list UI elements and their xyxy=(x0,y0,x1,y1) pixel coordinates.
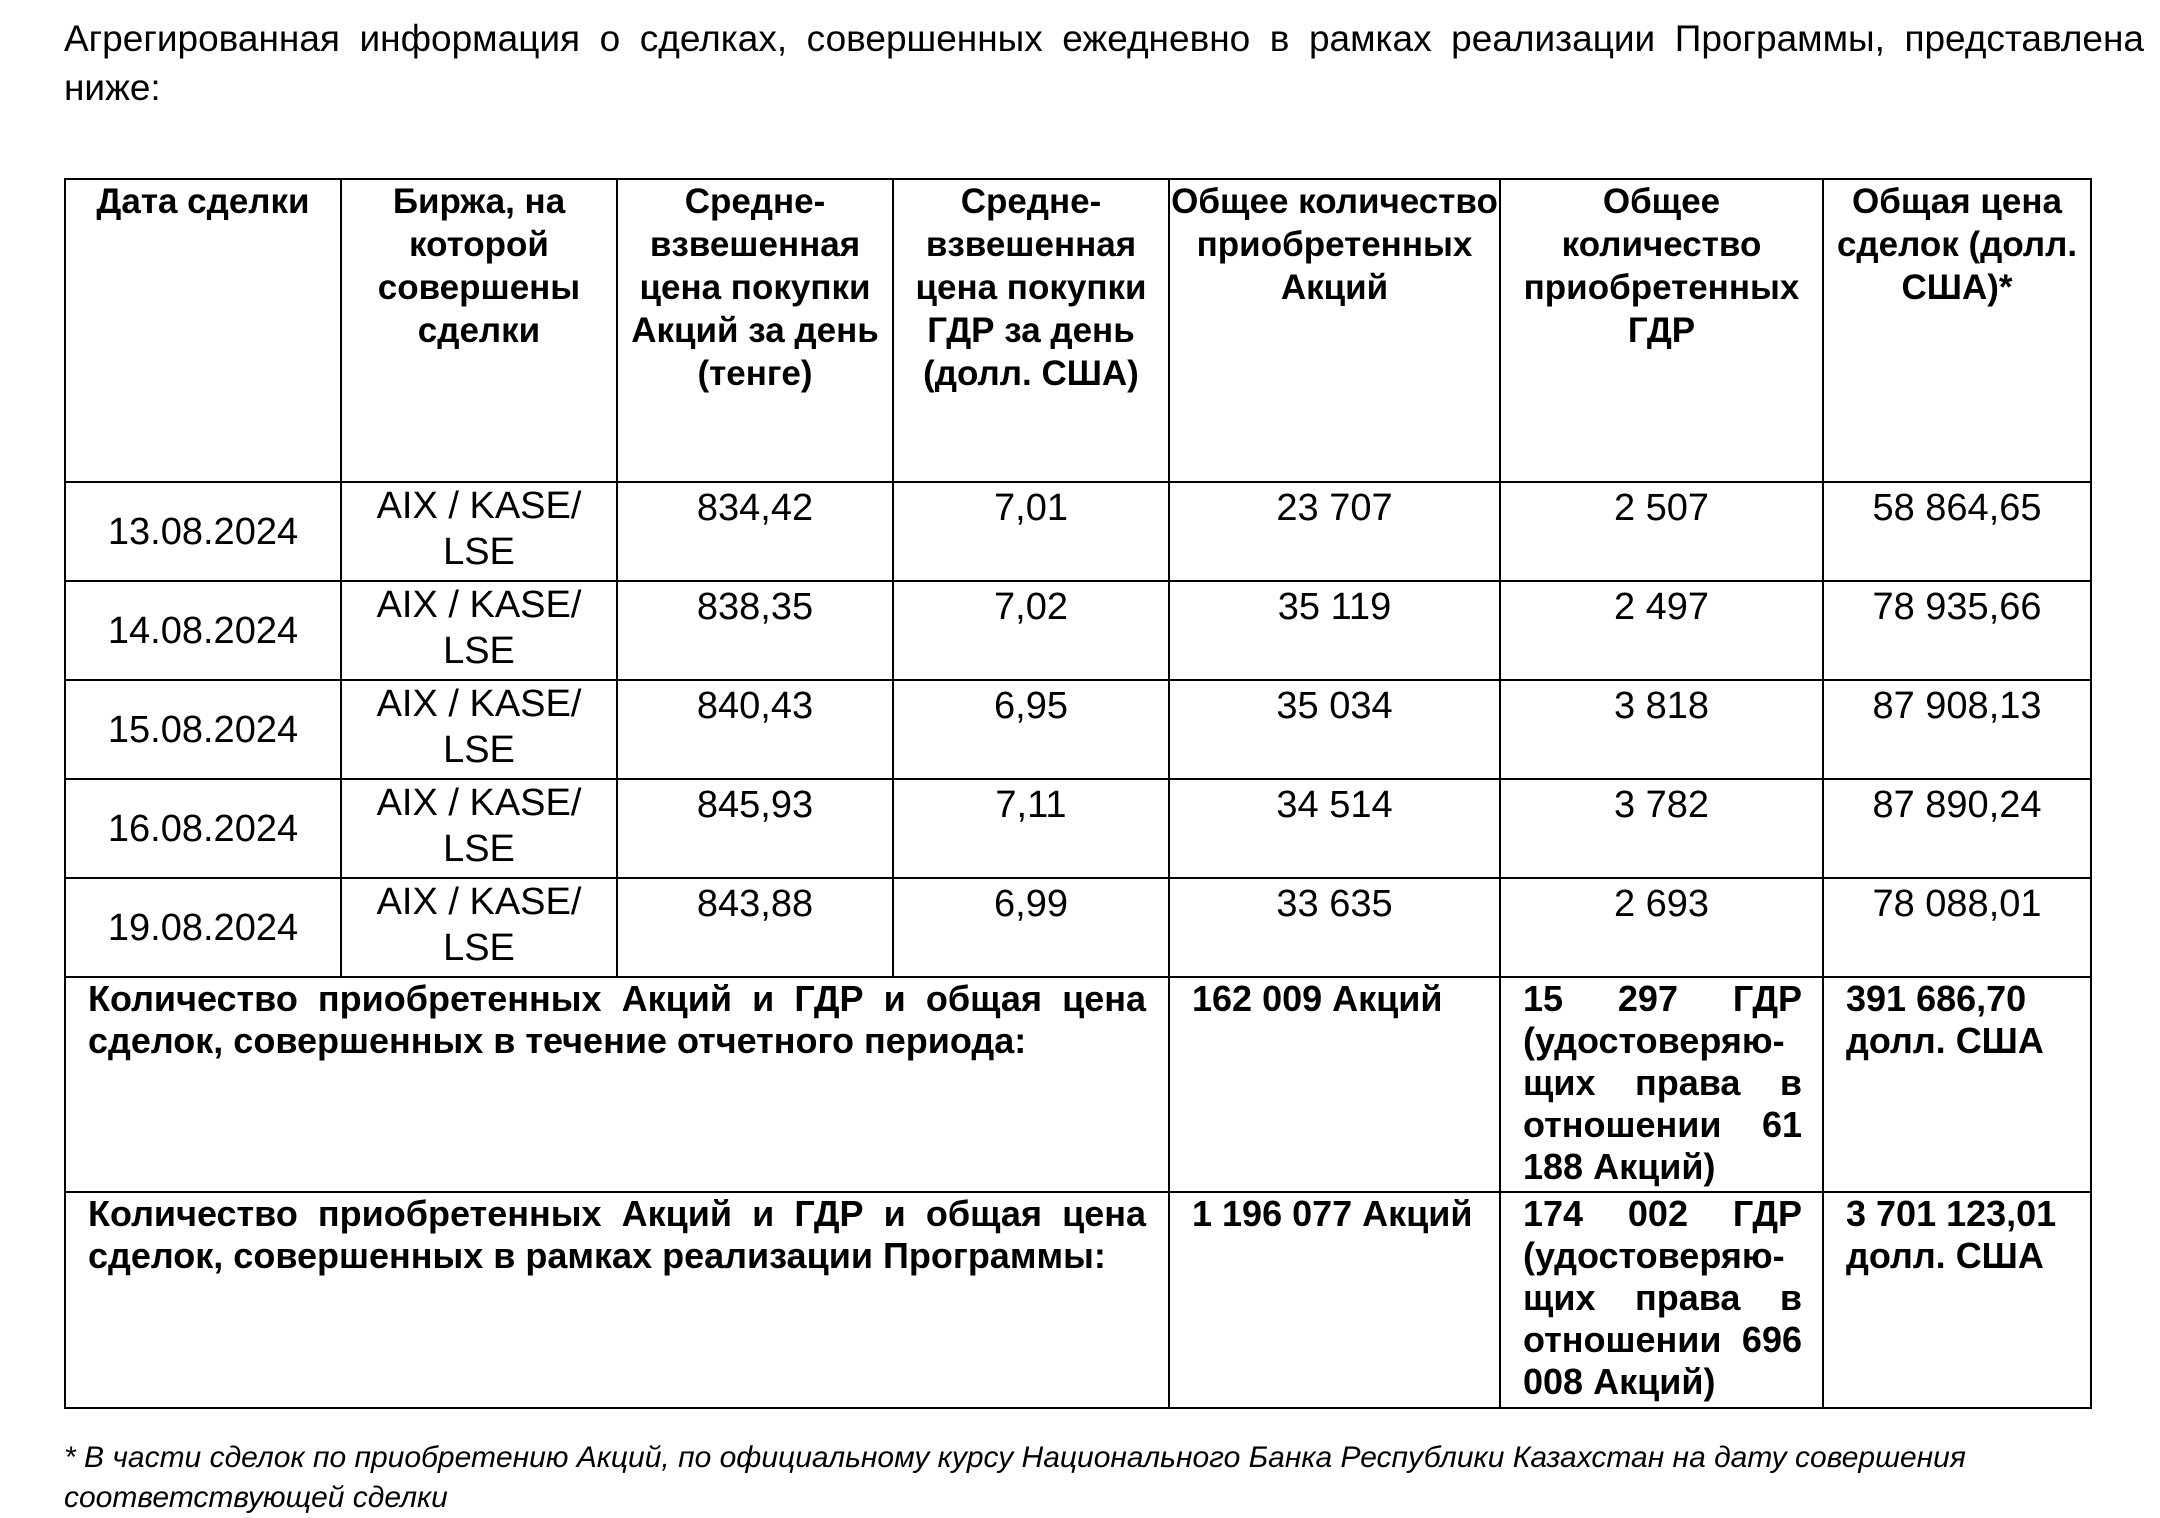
footnote: * В части сделок по приобретению Акций, по официальному курсу Национального Банка Республики Казахстан на дату совершения соответствующей сделки xyxy=(64,1441,1966,1514)
share-price-cell: 843,88 xyxy=(617,878,893,977)
gdr-qty-cell: 2 693 xyxy=(1500,878,1823,977)
col-header-gdr-qty: Общее количество приобретенных ГДР xyxy=(1500,179,1823,482)
gdr-qty-cell: 2 507 xyxy=(1500,482,1823,581)
period-total-shares: 162 009 Акций xyxy=(1169,977,1500,1192)
period-total-row xyxy=(65,977,2091,1192)
col-header-share-price: Средне-взвешенная цена покупки Акций за день (тенге) xyxy=(617,179,893,482)
date-cell: 14.08.2024 xyxy=(65,581,341,680)
table-row xyxy=(65,581,2091,680)
shares-qty-cell: 23 707 xyxy=(1169,482,1500,581)
gdr-price-cell: 7,11 xyxy=(893,779,1169,878)
gdr-price-cell: 7,02 xyxy=(893,581,1169,680)
gdr-qty-cell: 2 497 xyxy=(1500,581,1823,680)
period-total-price: 391 686,70 долл. США xyxy=(1823,977,2091,1192)
col-header-total-price: Общая цена сделок (долл. США)* xyxy=(1823,179,2091,482)
header-row xyxy=(65,179,2091,482)
total-price-cell: 87 890,24 xyxy=(1823,779,2091,878)
gdr-price-cell: 6,99 xyxy=(893,878,1169,977)
share-price-cell: 845,93 xyxy=(617,779,893,878)
exchange-cell: AIX / KASE/ LSE xyxy=(341,779,617,878)
exchange-cell: AIX / KASE/ LSE xyxy=(341,581,617,680)
exchange-cell: AIX / KASE/ LSE xyxy=(341,680,617,779)
share-price-cell: 840,43 xyxy=(617,680,893,779)
exchange-cell: AIX / KASE/ LSE xyxy=(341,482,617,581)
shares-qty-cell: 35 034 xyxy=(1169,680,1500,779)
total-price-cell: 78 088,01 xyxy=(1823,878,2091,977)
col-header-exchange: Биржа, на которой совершены сделки xyxy=(341,179,617,482)
gdr-price-cell: 6,95 xyxy=(893,680,1169,779)
date-cell: 16.08.2024 xyxy=(65,779,341,878)
period-total-label: Количество приобретенных Акций и ГДР и общая цена сделок, совершенных в течение отчетного периода: xyxy=(65,977,1169,1192)
gdr-qty-cell: 3 782 xyxy=(1500,779,1823,878)
date-cell: 19.08.2024 xyxy=(65,878,341,977)
exchange-cell: AIX / KASE/ LSE xyxy=(341,878,617,977)
deals-table xyxy=(64,178,2092,1409)
table-row xyxy=(65,680,2091,779)
intro-text: Агрегированная информация о сделках, совершенных ежедневно в рамках реализации Программы, представлена ниже: xyxy=(64,18,2144,108)
total-price-cell: 58 864,65 xyxy=(1823,482,2091,581)
col-header-gdr-price: Средне-взвешенная цена покупки ГДР за день (долл. США) xyxy=(893,179,1169,482)
period-total-gdrs: 15 297 ГДР (удостоверяю-щих права в отношении 61 188 Акций) xyxy=(1500,977,1823,1192)
share-price-cell: 834,42 xyxy=(617,482,893,581)
shares-qty-cell: 35 119 xyxy=(1169,581,1500,680)
share-price-cell: 838,35 xyxy=(617,581,893,680)
program-total-price: 3 701 123,01 долл. США xyxy=(1823,1192,2091,1408)
gdr-qty-cell: 3 818 xyxy=(1500,680,1823,779)
gdr-price-cell: 7,01 xyxy=(893,482,1169,581)
total-price-cell: 78 935,66 xyxy=(1823,581,2091,680)
date-cell: 15.08.2024 xyxy=(65,680,341,779)
table-row xyxy=(65,779,2091,878)
program-total-shares: 1 196 077 Акций xyxy=(1169,1192,1500,1408)
table-row xyxy=(65,878,2091,977)
col-header-date: Дата сделки xyxy=(65,179,341,482)
program-total-label: Количество приобретенных Акций и ГДР и общая цена сделок, совершенных в рамках реализации Программы: xyxy=(65,1192,1169,1408)
shares-qty-cell: 34 514 xyxy=(1169,779,1500,878)
program-total-row xyxy=(65,1192,2091,1408)
col-header-shares-qty: Общее количество приобретенных Акций xyxy=(1169,179,1500,482)
table-row xyxy=(65,482,2091,581)
total-price-cell: 87 908,13 xyxy=(1823,680,2091,779)
date-cell: 13.08.2024 xyxy=(65,482,341,581)
shares-qty-cell: 33 635 xyxy=(1169,878,1500,977)
program-total-gdrs: 174 002 ГДР (удостоверяю-щих права в отношении 696 008 Акций) xyxy=(1500,1192,1823,1408)
